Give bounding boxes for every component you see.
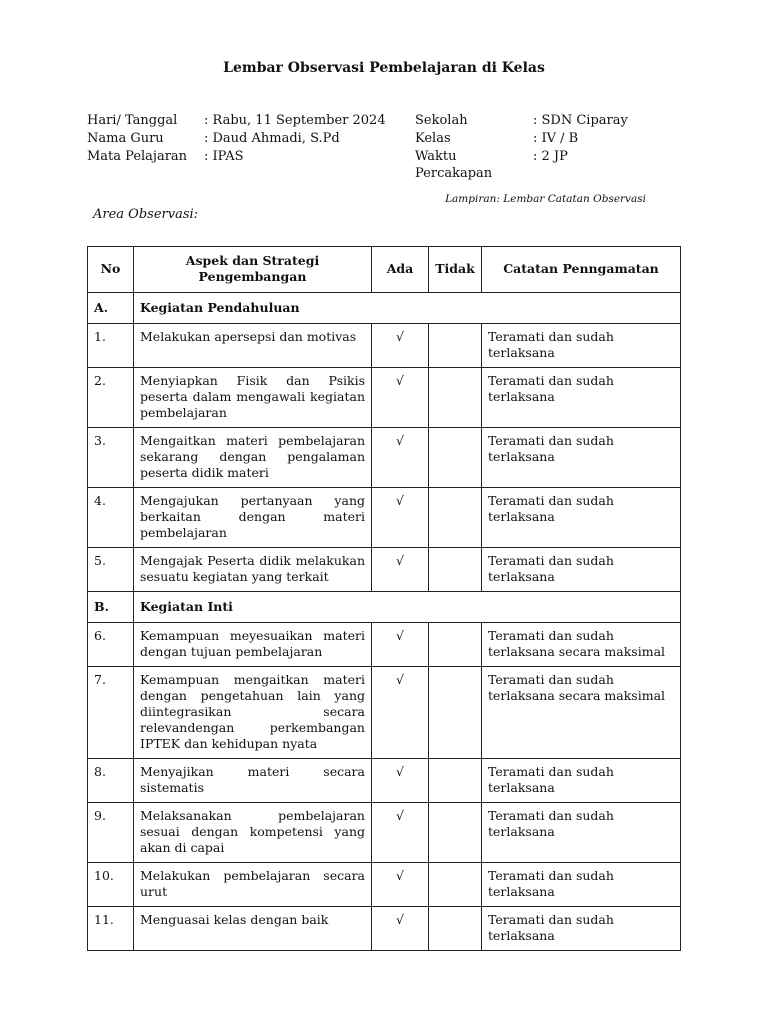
row-ada-check: √ — [372, 759, 429, 803]
header-catatan: Catatan Penngamatan — [482, 247, 681, 293]
row-ada-check: √ — [372, 428, 429, 488]
row-ada-check: √ — [372, 907, 429, 951]
row-aspek: Melaksanakan pembelajaran sesuai dengan kompetensi yang akan di capai — [134, 803, 372, 863]
info-value: : SDN Ciparay — [533, 113, 628, 128]
table-row — [88, 428, 681, 488]
observation-table — [87, 246, 681, 951]
row-aspek: Melakukan apersepsi dan motivas — [134, 324, 372, 368]
row-ada-check: √ — [372, 368, 429, 428]
section-title: Kegiatan Pendahuluan — [134, 293, 681, 324]
header-ada: Ada — [372, 247, 429, 293]
info-row — [87, 148, 687, 184]
lampiran-note: Lampiran: Lembar Catatan Observasi — [445, 193, 646, 205]
table-body — [88, 293, 681, 951]
row-tidak — [429, 623, 482, 667]
row-aspek: Kemampuan meyesuaikan materi dengan tujuan pembelajaran — [134, 623, 372, 667]
info-label: Kelas — [415, 131, 451, 146]
row-tidak — [429, 548, 482, 592]
area-label: Area Observasi: — [93, 207, 199, 222]
info-label: Hari/ Tanggal — [87, 113, 178, 128]
row-catatan: Teramati dan sudah terlaksana — [482, 324, 681, 368]
table-row — [88, 623, 681, 667]
row-catatan: Teramati dan sudah terlaksana — [482, 548, 681, 592]
row-tidak — [429, 368, 482, 428]
row-number: 3. — [88, 428, 134, 488]
table-row — [88, 863, 681, 907]
row-ada-check: √ — [372, 548, 429, 592]
row-aspek: Menguasai kelas dengan baik — [134, 907, 372, 951]
row-catatan: Teramati dan sudah terlaksana secara maksimal — [482, 623, 681, 667]
row-catatan: Teramati dan sudah terlaksana — [482, 428, 681, 488]
header-tidak: Tidak — [429, 247, 482, 293]
header-aspek: Aspek dan Strategi Pengembangan — [134, 247, 372, 293]
row-catatan: Teramati dan sudah terlaksana secara maksimal — [482, 667, 681, 759]
table-row — [88, 803, 681, 863]
row-tidak — [429, 803, 482, 863]
table-row — [88, 548, 681, 592]
row-ada-check: √ — [372, 863, 429, 907]
table-header-row — [88, 247, 681, 293]
row-tidak — [429, 324, 482, 368]
table-row — [88, 667, 681, 759]
row-catatan: Teramati dan sudah terlaksana — [482, 907, 681, 951]
info-value: : IPAS — [204, 149, 244, 164]
row-number: 2. — [88, 368, 134, 428]
row-catatan: Teramati dan sudah terlaksana — [482, 863, 681, 907]
row-number: 5. — [88, 548, 134, 592]
row-number: 11. — [88, 907, 134, 951]
table-row — [88, 324, 681, 368]
row-aspek: Mengajak Peserta didik melakukan sesuatu kegiatan yang terkait — [134, 548, 372, 592]
info-value: : Daud Ahmadi, S.Pd — [204, 131, 340, 146]
row-aspek: Menyiapkan Fisik dan Psikis peserta dalam mengawali kegiatan pembelajaran — [134, 368, 372, 428]
row-number: 8. — [88, 759, 134, 803]
row-tidak — [429, 667, 482, 759]
row-tidak — [429, 759, 482, 803]
row-tidak — [429, 863, 482, 907]
row-number: 4. — [88, 488, 134, 548]
row-catatan: Teramati dan sudah terlaksana — [482, 368, 681, 428]
info-row — [87, 112, 687, 130]
document-title: Lembar Observasi Pembelajaran di Kelas — [223, 60, 545, 76]
row-ada-check: √ — [372, 488, 429, 548]
section-title: Kegiatan Inti — [134, 592, 681, 623]
row-number: 9. — [88, 803, 134, 863]
row-tidak — [429, 488, 482, 548]
section-code: B. — [88, 592, 134, 623]
info-label: Waktu Percakapan — [415, 149, 493, 181]
table-row — [88, 368, 681, 428]
row-aspek: Mengajukan pertanyaan yang berkaitan dengan materi pembelajaran — [134, 488, 372, 548]
info-value: : 2 JP — [533, 149, 568, 164]
row-number: 6. — [88, 623, 134, 667]
info-value: : Rabu, 11 September 2024 — [204, 113, 386, 128]
row-ada-check: √ — [372, 623, 429, 667]
row-ada-check: √ — [372, 803, 429, 863]
table-row — [88, 759, 681, 803]
section-code: A. — [88, 293, 134, 324]
row-number: 7. — [88, 667, 134, 759]
row-catatan: Teramati dan sudah terlaksana — [482, 759, 681, 803]
row-ada-check: √ — [372, 324, 429, 368]
table-row — [88, 907, 681, 951]
row-ada-check: √ — [372, 667, 429, 759]
header-no: No — [88, 247, 134, 293]
row-aspek: Menyajikan materi secara sistematis — [134, 759, 372, 803]
row-aspek: Melakukan pembelajaran secara urut — [134, 863, 372, 907]
row-aspek: Kemampuan mengaitkan materi dengan pengetahuan lain yang diintegrasikan secara relevandengan perkembangan IPTEK dan kehidupan nyata — [134, 667, 372, 759]
info-value: : IV / B — [533, 131, 579, 146]
section-row — [88, 592, 681, 623]
info-label: Mata Pelajaran — [87, 149, 188, 164]
row-catatan: Teramati dan sudah terlaksana — [482, 488, 681, 548]
row-tidak — [429, 907, 482, 951]
section-row — [88, 293, 681, 324]
info-label: Nama Guru — [87, 131, 164, 146]
info-label: Sekolah — [415, 113, 468, 128]
row-tidak — [429, 428, 482, 488]
row-number: 1. — [88, 324, 134, 368]
row-number: 10. — [88, 863, 134, 907]
row-catatan: Teramati dan sudah terlaksana — [482, 803, 681, 863]
row-aspek: Mengaitkan materi pembelajaran sekarang dengan pengalaman peserta didik materi — [134, 428, 372, 488]
table-row — [88, 488, 681, 548]
info-row — [87, 130, 687, 148]
info-block — [87, 112, 687, 184]
